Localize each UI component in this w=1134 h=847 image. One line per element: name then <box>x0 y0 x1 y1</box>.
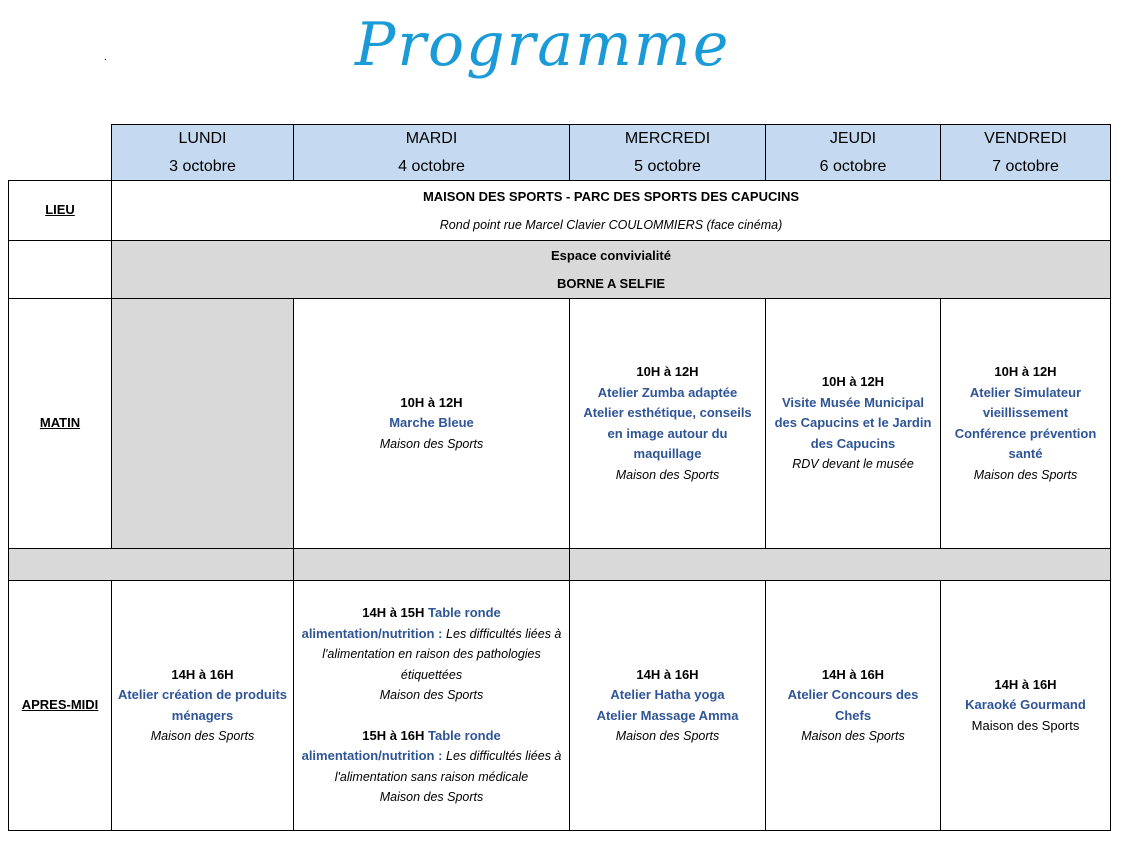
header-jeudi <box>765 124 941 181</box>
row-label-espace <box>8 240 112 299</box>
apresmidi-lundi <box>111 580 294 831</box>
activity: Atelier Massage Amma <box>596 707 739 723</box>
day-name: MARDI <box>405 130 458 147</box>
place: Maison des Sports <box>971 717 1080 733</box>
header-mercredi <box>569 124 766 181</box>
row-label-matin <box>8 298 112 549</box>
separator-right <box>569 548 1111 581</box>
time: 15H à 16H <box>362 727 425 743</box>
session-2 <box>298 726 565 808</box>
matin-vendredi <box>940 298 1111 549</box>
page-title: Programme <box>355 10 731 80</box>
time: 14H à 16H <box>171 666 234 682</box>
time: 10H à 12H <box>636 364 699 379</box>
matin-lundi <box>111 298 294 549</box>
matin-mardi <box>293 298 570 549</box>
day-date: 7 octobre <box>992 158 1059 175</box>
lieu-place: MAISON DES SPORTS - PARC DES SPORTS DES CAPUCINS <box>422 188 800 204</box>
lieu-label: LIEU <box>45 202 75 218</box>
espace-line1: Espace convivialité <box>551 247 671 263</box>
day-date: 6 octobre <box>819 158 887 175</box>
day-date: 3 octobre <box>169 158 236 175</box>
time: 10H à 12H <box>994 364 1057 379</box>
activity: Atelier Hatha yoga <box>610 687 725 702</box>
place: Maison des Sports <box>801 729 905 743</box>
place: Maison des Sports <box>379 790 484 805</box>
place: Maison des Sports <box>379 688 484 703</box>
lieu-address: Rond point rue Marcel Clavier COULOMMIERS (face cinéma) <box>439 217 783 232</box>
time: 10H à 12H <box>821 374 885 390</box>
header-vendredi <box>940 124 1111 181</box>
place: Maison des Sports <box>615 729 720 743</box>
apresmidi-mercredi <box>569 580 766 831</box>
matin-label: MATIN <box>39 415 81 431</box>
place: Maison des Sports <box>615 467 720 482</box>
day-date: 4 octobre <box>398 158 465 175</box>
apresmidi-mardi <box>293 580 570 831</box>
time: 14H à 16H <box>994 676 1057 692</box>
day-name: VENDREDI <box>984 130 1067 147</box>
stray-dot: . <box>104 52 107 63</box>
separator-left <box>8 548 294 581</box>
espace-cell <box>111 240 1111 299</box>
activity: Table ronde alimentation/nutrition : <box>301 605 501 641</box>
activity: Atelier esthétique, conseils en image autour du maquillage <box>583 405 752 461</box>
activity: Atelier Concours des Chefs <box>787 687 919 723</box>
place: Maison des Sports <box>379 436 484 451</box>
row-label-apresmidi <box>8 580 112 831</box>
activity: Atelier création de produits ménagers <box>117 687 288 723</box>
time: 14H à 16H <box>636 666 699 682</box>
time: 14H à 15H <box>362 605 425 621</box>
activity: Conférence prévention santé <box>954 425 1097 461</box>
session-1 <box>298 603 565 706</box>
apresmidi-label: APRES-MIDI <box>21 697 99 713</box>
place: Maison des Sports <box>973 467 1078 482</box>
place: Maison des Sports <box>150 729 255 743</box>
activity: Visite Musée Municipal des Capucins et le Jardin des Capucins <box>774 394 932 451</box>
time: 14H à 16H <box>821 666 885 682</box>
activity: Table ronde alimentation/nutrition : <box>301 727 501 764</box>
day-date: 5 octobre <box>634 158 701 175</box>
apresmidi-jeudi <box>765 580 941 831</box>
separator-mid <box>293 548 570 581</box>
row-label-lieu <box>8 180 112 241</box>
day-name: LUNDI <box>178 130 227 147</box>
matin-jeudi <box>765 298 941 549</box>
lieu-cell <box>111 180 1111 241</box>
day-name: MERCREDI <box>624 130 711 147</box>
activity: Karaoké Gourmand <box>965 697 1086 713</box>
description: Les difficultés liées à l'alimentation sans raison médicale <box>334 749 562 784</box>
place: RDV devant le musée <box>792 457 914 472</box>
description: Les difficultés liées à l'alimentation en raison des pathologies étiquettées <box>322 626 562 682</box>
header-lundi <box>111 124 294 181</box>
activity: Marche Bleue <box>389 415 474 431</box>
header-mardi <box>293 124 570 181</box>
espace-line2: BORNE A SELFIE <box>556 275 666 291</box>
matin-mercredi <box>569 298 766 549</box>
day-name: JEUDI <box>829 130 877 147</box>
apresmidi-vendredi <box>940 580 1111 831</box>
activity: Atelier Simulateur vieillissement <box>969 384 1082 420</box>
time: 10H à 12H <box>400 394 463 410</box>
activity: Atelier Zumba adaptée <box>597 384 738 400</box>
